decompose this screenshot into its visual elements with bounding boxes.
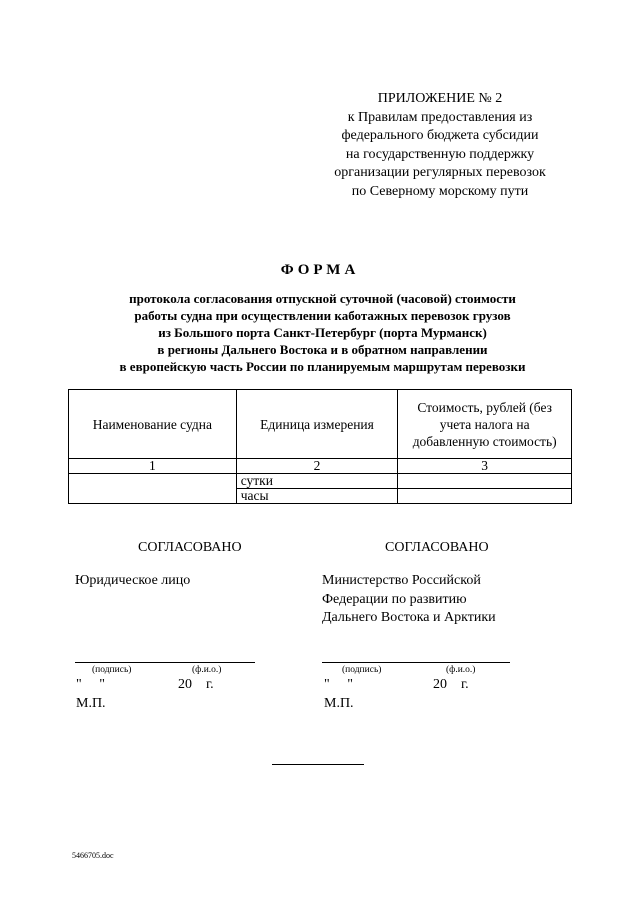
signature-line-left [75,662,255,663]
form-subtitle [60,290,585,375]
signature-caption-right: (подпись) [342,665,382,675]
annex-line: федерального бюджета субсидии [341,128,539,143]
annex-line: организации регулярных перевозок [334,165,546,180]
annex-line: на государственную поддержку [345,146,535,162]
form-title: ФОРМА [280,262,360,278]
party-line: Федерации по развитию [322,591,467,607]
party-line: Дальнего Востока и Арктики [322,610,496,625]
annex-line: по Северному морскому пути [351,183,529,199]
date-year-left: 20 г. [178,677,214,692]
party-left [75,572,190,591]
subtitle-line: в европейскую часть России по планируемым маршрутам перевозки [119,359,526,374]
annex-title: ПРИЛОЖЕНИЕ № 2 [377,91,503,106]
header-vessel-name: Наименование судна [69,390,237,459]
annex-header [300,90,580,201]
table-number-row [69,459,572,474]
document-reference: 5466705.doc [72,851,114,860]
table-row [69,474,572,489]
date-quotes-left: " " [76,677,105,692]
cost-cell [398,474,572,489]
annex-line: к Правилам предоставления из [347,109,533,125]
seal-left: М.П. [76,696,106,711]
subtitle-line: в регионы Дальнего Востока и в обратном направлении [157,342,488,357]
agreed-heading-left: СОГЛАСОВАНО [138,540,242,555]
cost-table [68,389,572,504]
party-right [322,572,496,628]
subtitle-line: протокола согласования отпускной суточной (часовой) стоимости [129,291,516,306]
unit-cell: часы [236,489,398,504]
signature-line-right [322,662,510,663]
vessel-name-cell [69,474,237,504]
party-line: Министерство Российской [322,573,481,588]
unit-cell: сутки [236,474,398,489]
cost-cell [398,489,572,504]
seal-right: М.П. [324,696,354,711]
date-quotes-right: " " [324,677,353,692]
column-number: 1 [69,459,237,474]
subtitle-line: из Большого порта Санкт-Петербург (порта Мурманск) [158,325,487,340]
agreed-heading-right: СОГЛАСОВАНО [385,540,489,555]
subtitle-line: работы судна при осуществлении каботажных перевозок грузов [134,308,511,323]
name-caption-left: (ф.и.о.) [192,665,222,675]
column-number: 2 [236,459,398,474]
column-number: 3 [398,459,572,474]
party-line: Юридическое лицо [75,573,191,588]
end-divider [272,764,364,765]
header-cost: Стоимость, рублей (без учета налога на добавленную стоимость) [398,390,572,459]
name-caption-right: (ф.и.о.) [446,665,476,675]
signature-caption-left: (подпись) [92,665,132,675]
header-unit: Единица измерения [236,390,398,459]
date-year-right: 20 г. [433,677,469,692]
table-header-row [69,390,572,459]
